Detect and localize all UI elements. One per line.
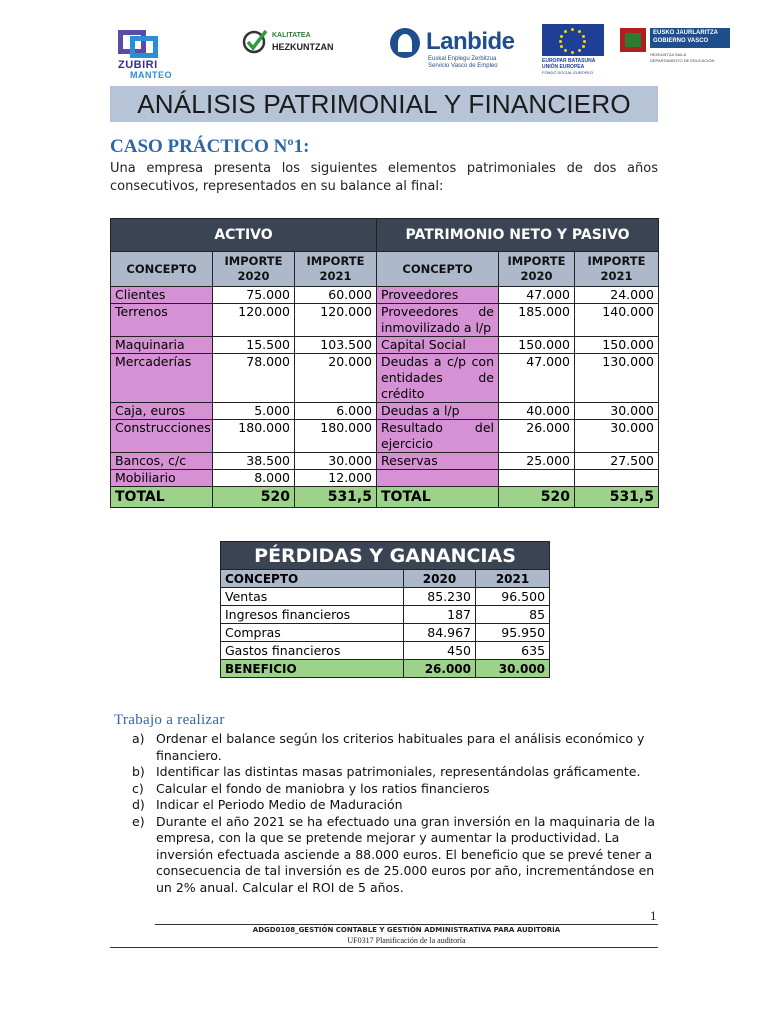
page-title-bar xyxy=(110,86,658,122)
star-icon xyxy=(571,28,574,31)
pasivo-concepto-cell: Deudas a c/p con entidades de crédito xyxy=(377,354,499,403)
pasivo-2021-cell: 30.000 xyxy=(575,420,659,453)
pasivo-2021-cell: 27.500 xyxy=(575,453,659,470)
total-pasivo-2020: 520 xyxy=(499,487,575,508)
activo-concepto-cell: Clientes xyxy=(111,287,213,304)
star-icon xyxy=(578,30,581,33)
hezkuntzan-logo-text: HEZKUNTZAN xyxy=(272,42,334,52)
table-row xyxy=(111,420,659,453)
column-header-2021: IMPORTE 2021 xyxy=(295,252,377,287)
beneficio-2020: 26.000 xyxy=(404,660,476,678)
column-header-concepto: CONCEPTO xyxy=(221,570,404,588)
activo-2020-cell: 8.000 xyxy=(213,470,295,487)
lanbide-emblem-icon xyxy=(390,28,420,58)
footer-divider xyxy=(155,924,658,925)
activo-2020-cell: 15.500 xyxy=(213,337,295,354)
gobierno-vasco-logo xyxy=(620,28,732,72)
activo-2020-cell: 38.500 xyxy=(213,453,295,470)
pasivo-2020-cell: 47.000 xyxy=(499,354,575,403)
column-header-2021: IMPORTE 2021 xyxy=(575,252,659,287)
star-icon xyxy=(578,49,581,52)
total-label: TOTAL xyxy=(111,487,213,508)
zubiri-logo-text: ZUBIRI xyxy=(118,59,158,71)
pyg-concepto-cell: Gastos financieros xyxy=(221,642,404,660)
pasivo-concepto-cell: Proveedores xyxy=(377,287,499,304)
total-pasivo-2021: 531,5 xyxy=(575,487,659,508)
balance-column-header-row xyxy=(111,252,659,287)
intro-paragraph: Una empresa presenta los siguientes elementos patrimoniales de dos años consecutivos, representados en su balance al final: xyxy=(110,161,658,194)
column-header-2021: 2021 xyxy=(476,570,550,588)
profit-loss-table xyxy=(220,541,550,678)
total-label: TOTAL xyxy=(377,487,499,508)
logo-bar xyxy=(110,22,730,82)
kalitatea-hezkuntzan-logo xyxy=(242,28,332,62)
activo-2021-cell: 30.000 xyxy=(295,453,377,470)
lanbide-logo-subtitle: Euskal Enplegu Zerbitzua xyxy=(428,56,497,62)
check-badge-icon xyxy=(242,28,268,56)
activo-2021-cell: 103.500 xyxy=(295,337,377,354)
pyg-2020-cell: 187 xyxy=(404,606,476,624)
column-header-2020: 2020 xyxy=(404,570,476,588)
table-row xyxy=(111,304,659,337)
pyg-2020-cell: 84.967 xyxy=(404,624,476,642)
star-icon xyxy=(582,35,585,38)
task-item xyxy=(132,764,657,781)
lanbide-logo xyxy=(390,26,530,70)
table-row xyxy=(221,624,550,642)
eu-logo-text: FONDO SOCIAL EUROPEO xyxy=(542,70,594,75)
table-row xyxy=(111,337,659,354)
footer-course-title: ADGD0108_GESTIÓN CONTABLE Y GESTIÓN ADMINISTRATIVA PARA AUDITORÍA xyxy=(252,926,561,934)
activo-concepto-cell: Caja, euros xyxy=(111,403,213,420)
pasivo-concepto-cell: Proveedores de inmovilizado a l/p xyxy=(377,304,499,337)
balance-table xyxy=(110,218,659,508)
pasivo-concepto-cell: Resultado del ejercicio xyxy=(377,420,499,453)
task-item xyxy=(132,797,657,814)
star-icon xyxy=(559,40,562,43)
eu-logo-text: UNIÓN EUROPEA xyxy=(542,64,585,70)
pasivo-header: PATRIMONIO NETO Y PASIVO xyxy=(377,219,659,252)
activo-concepto-cell: Mercaderías xyxy=(111,354,213,403)
table-row xyxy=(221,606,550,624)
pasivo-2020-cell: 25.000 xyxy=(499,453,575,470)
table-row xyxy=(221,588,550,606)
balance-header-row xyxy=(111,219,659,252)
basque-emblem-icon xyxy=(620,28,646,52)
activo-2021-cell: 120.000 xyxy=(295,304,377,337)
tasks-title: Trabajo a realizar xyxy=(114,712,225,728)
total-activo-2020: 520 xyxy=(213,487,295,508)
lanbide-logo-name: Lanbide xyxy=(426,28,515,55)
activo-2021-cell: 6.000 xyxy=(295,403,377,420)
kalitatea-logo-text: KALITATEA xyxy=(272,32,311,39)
task-letter: d) xyxy=(132,797,145,812)
activo-2020-cell: 120.000 xyxy=(213,304,295,337)
activo-header: ACTIVO xyxy=(111,219,377,252)
pyg-column-header-row xyxy=(221,570,550,588)
gv-logo-text: EUSKO JAURLARITZA xyxy=(653,30,719,36)
pyg-2020-cell: 450 xyxy=(404,642,476,660)
task-letter: a) xyxy=(132,731,145,746)
footer-unit-title: UF0317 Planificación de la auditoría xyxy=(347,936,466,945)
activo-2021-cell: 180.000 xyxy=(295,420,377,453)
table-row xyxy=(111,287,659,304)
pasivo-concepto-cell: Capital Social xyxy=(377,337,499,354)
table-row xyxy=(221,642,550,660)
pyg-concepto-cell: Ventas xyxy=(221,588,404,606)
pyg-2021-cell: 85 xyxy=(476,606,550,624)
table-row xyxy=(111,403,659,420)
task-text: Calcular el fondo de maniobra y los ratios financieros xyxy=(156,780,490,796)
pasivo-concepto-cell: Deudas a l/p xyxy=(377,403,499,420)
star-icon xyxy=(560,35,563,38)
pasivo-2021-cell: 24.000 xyxy=(575,287,659,304)
manteo-logo-text: MANTEO xyxy=(130,70,172,80)
star-icon xyxy=(560,45,563,48)
pasivo-concepto-cell: Reservas xyxy=(377,453,499,470)
activo-2021-cell: 12.000 xyxy=(295,470,377,487)
pasivo-2021-cell: 140.000 xyxy=(575,304,659,337)
pasivo-2021-cell xyxy=(575,470,659,487)
pasivo-2021-cell: 30.000 xyxy=(575,403,659,420)
pasivo-2020-cell: 47.000 xyxy=(499,287,575,304)
star-icon xyxy=(564,49,567,52)
pasivo-2021-cell: 130.000 xyxy=(575,354,659,403)
table-row xyxy=(111,453,659,470)
star-icon xyxy=(583,40,586,43)
task-text: Durante el año 2021 se ha efectuado una gran inversión en la maquinaria de la empresa, con la que se pretende mejorar y aumentar la productividad. La inversión efectuada asciende a 88.000 euros. El beneficio que se prevé tener a consecuencia de tal inversión es de 25.000 euros por año, incrementándose en un 2% anual. Calcular el ROI de 5 años. xyxy=(156,813,656,895)
column-header-concepto: CONCEPTO xyxy=(377,252,499,287)
table-row xyxy=(111,470,659,487)
page-title: ANÁLISIS PATRIMONIAL Y FINANCIERO xyxy=(137,88,631,119)
activo-2021-cell: 60.000 xyxy=(295,287,377,304)
pyg-header: PÉRDIDAS Y GANANCIAS xyxy=(221,542,550,570)
pasivo-2020-cell: 40.000 xyxy=(499,403,575,420)
pyg-2021-cell: 635 xyxy=(476,642,550,660)
column-header-2020: IMPORTE 2020 xyxy=(213,252,295,287)
gv-logo-text: DEPARTAMENTO DE EDUCACIÓN xyxy=(650,58,715,63)
pasivo-2020-cell: 26.000 xyxy=(499,420,575,453)
pyg-2021-cell: 95.950 xyxy=(476,624,550,642)
balance-total-row xyxy=(111,487,659,508)
eu-flag-icon xyxy=(542,24,604,56)
pyg-2020-cell: 85.230 xyxy=(404,588,476,606)
gv-logo-text: HEZKUNTZA SAILA xyxy=(650,52,687,57)
activo-2020-cell: 5.000 xyxy=(213,403,295,420)
activo-2021-cell: 20.000 xyxy=(295,354,377,403)
task-item xyxy=(132,814,657,897)
task-text: Ordenar el balance según los criterios habituales para el análisis económico y financiero. xyxy=(156,731,645,763)
table-row xyxy=(111,354,659,403)
gv-logo-text: GOBIERNO VASCO xyxy=(653,38,709,44)
task-text: Indicar el Periodo Medio de Maduración xyxy=(156,797,403,812)
pasivo-2020-cell: 150.000 xyxy=(499,337,575,354)
zubiri-manteo-logo xyxy=(116,26,176,80)
activo-concepto-cell: Maquinaria xyxy=(111,337,213,354)
activo-concepto-cell: Bancos, c/c xyxy=(111,453,213,470)
lanbide-logo-subtitle: Servicio Vasco de Empleo xyxy=(428,63,498,69)
pyg-header-row xyxy=(221,542,550,570)
pyg-concepto-cell: Compras xyxy=(221,624,404,642)
tasks-list xyxy=(132,731,657,896)
logo-square-shape xyxy=(130,36,158,58)
pasivo-2020-cell xyxy=(499,470,575,487)
pasivo-2020-cell: 185.000 xyxy=(499,304,575,337)
task-item xyxy=(132,731,657,764)
page-number: 1 xyxy=(650,908,657,923)
eu-logo-text: EUROPAR BATASUNA xyxy=(542,58,596,64)
activo-concepto-cell: Construcciones xyxy=(111,420,213,453)
beneficio-label: BENEFICIO xyxy=(221,660,404,678)
task-letter: b) xyxy=(132,764,145,779)
case-title: CASO PRÁCTICO Nº1: xyxy=(110,136,310,157)
star-icon xyxy=(564,30,567,33)
activo-concepto-cell: Terrenos xyxy=(111,304,213,337)
column-header-concepto: CONCEPTO xyxy=(111,252,213,287)
total-activo-2021: 531,5 xyxy=(295,487,377,508)
beneficio-2021: 30.000 xyxy=(476,660,550,678)
activo-concepto-cell: Mobiliario xyxy=(111,470,213,487)
activo-2020-cell: 180.000 xyxy=(213,420,295,453)
task-item xyxy=(132,781,657,798)
task-text: Identificar las distintas masas patrimoniales, representándolas gráficamente. xyxy=(156,764,641,779)
pyg-total-row xyxy=(221,660,550,678)
footer-divider xyxy=(110,947,658,948)
column-header-2020: IMPORTE 2020 xyxy=(499,252,575,287)
pasivo-2021-cell: 150.000 xyxy=(575,337,659,354)
star-icon xyxy=(571,51,574,54)
pasivo-concepto-cell xyxy=(377,470,499,487)
eu-social-fund-logo xyxy=(542,24,604,78)
star-icon xyxy=(582,45,585,48)
task-letter: c) xyxy=(132,780,144,796)
pyg-concepto-cell: Ingresos financieros xyxy=(221,606,404,624)
task-letter: e) xyxy=(132,813,145,829)
activo-2020-cell: 78.000 xyxy=(213,354,295,403)
pyg-2021-cell: 96.500 xyxy=(476,588,550,606)
activo-2020-cell: 75.000 xyxy=(213,287,295,304)
